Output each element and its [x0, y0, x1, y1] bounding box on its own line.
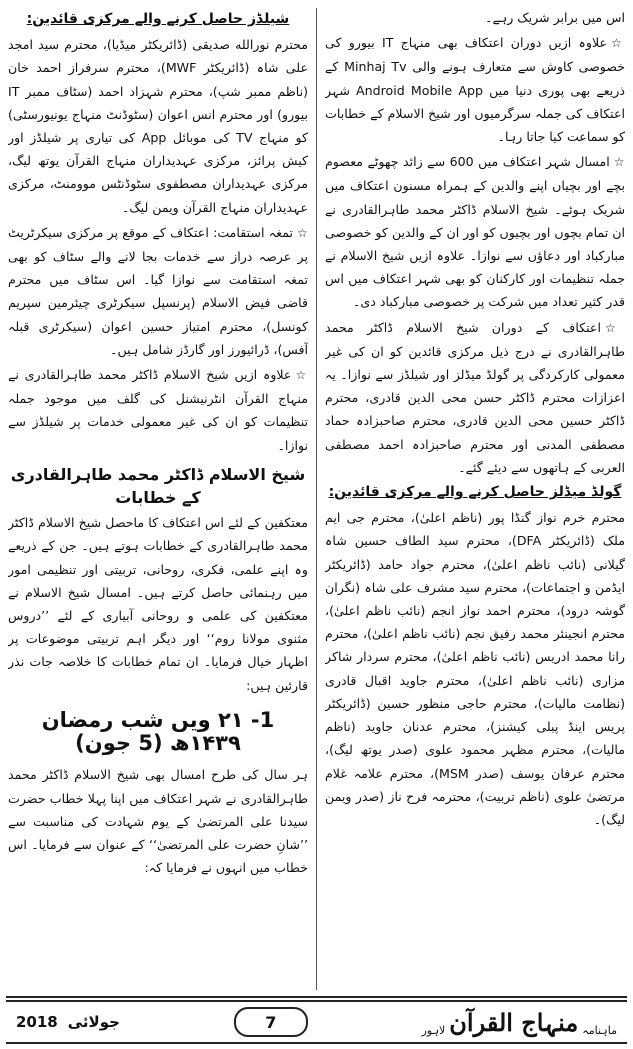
right-column: [325, 6, 625, 991]
page-footer: [6, 1000, 627, 1044]
logo-city: لاہور: [421, 1023, 446, 1037]
logo-title: منہاج القرآن: [449, 1007, 579, 1037]
section-heading: شیخ الاسلام ڈاکٹر محمد طاہرالقادری کے خطابات: [10, 464, 306, 508]
paragraph: اس میں برابر شریک رہے۔: [485, 10, 625, 25]
lecture-heading: 1- ۲۱ ویں شب رمضان ۱۴۳۹ھ (5 جون): [41, 707, 275, 756]
paragraph: محترم نورالله صدیقی (ڈائریکٹر میڈیا)، محترم سید امجد علی شاہ (ڈائریکٹر MWF)، محترم سرفراز احمد خان (ناظم ممبر شپ)، محترم شہزاد احمد (سٹاف ممبر IT بیورو) اور محترم انس اعوان (سٹوڈنٹ منہاج یونیورسٹی) کو منہاج TV کی موبائل App کی تیاری پر شیلڈز اور کیش پرائز، مرکزی عہدیداران منہاج القرآن یوتھ لیگ، مرکزی عہدیداران مصطفوی سٹوڈنٹس موومنٹ، مرکزی عہدیداران منہاج القرآن ویمن لیگ۔: [8, 37, 308, 215]
magazine-logo: [422, 1008, 617, 1037]
issue-month: جولائی: [67, 1013, 120, 1031]
star-icon: ☆: [613, 155, 625, 170]
star-icon: ☆: [295, 368, 308, 383]
paragraph: ☆اعتکاف کے دوران شیخ الاسلام ڈاکٹر محمد طاہرالقادری نے درج ذیل مرکزی قائدین کو ان کی غیر معمولی کارکردگی پر گولڈ میڈلز اور شیلڈز سے نوازا۔ یہ اعزازات محترم ڈاکٹر حسن محی الدین قادری، محترم ڈاکٹر حسین محی الدین قادری، محترم صاحبزادہ حماد مصطفی المدنی اور محترم صاحبزادہ احمد مصطفی العربی کے ہاتھوں سے دیئے گئے۔: [325, 319, 625, 475]
logo-monthly: ماہنامہ: [582, 1023, 617, 1037]
paragraph: محترم خرم نواز گنڈا پور (ناظم اعلیٰ)، محترم جی ایم ملک (ڈائریکٹر DFA)، محترم سید الطاف حسین شاہ گیلانی (نائب ناظم اعلیٰ)، محترم جواد حامد (ڈائریکٹر ایڈمن و اجتماعات)، محترم سید مشرف علی شاہ (نگران گوشہ درود)، محترم احمد نواز انجم (نائب ناظم اعلیٰ)، محترم انجینئر محمد رفیق نجم (نائب ناظم اعلیٰ)، محترم رانا محمد ادریس (نائب ناظم اعلیٰ)، محترم سردار شاکر مزاری (نائب ناظم اعلیٰ)، محترم جاوید اقبال قادری (نظامت مالیات)، محترم حاجی منظور حسین (ڈائریکٹر پریس اینڈ پبلی کیشنز)، محترم عدنان جاوید (ناظم مالیات)، محترم مظہر محمود علوی (صدر یوتھ لیگ)، محترم عرفان یوسف (صدر MSM)، محترم علامہ غلام مرتضیٰ علوی (ناظم تربیت)، محترمہ فرح ناز (صدر ویمن لیگ)۔: [325, 510, 625, 827]
paragraph: ☆تمغہ استقامت: اعتکاف کے موقع پر مرکزی سیکرٹریٹ پر عرصہ دراز سے خدمات بجا لانے والے سٹاف کو بھی تمغہ استقامت سے نوازا گیا۔ اس سٹاف میں محترم قاضی فیض الاسلام (پرنسپل سیکرٹری چیئرمین سپریم کونسل)، محترم امتیاز حسین اعوان (سیکرٹری قبلہ آفس)، ڈرائیورز اور گارڈز شامل ہیں۔: [8, 224, 308, 357]
paragraph: ☆علاوہ ازیں دوران اعتکاف بھی منہاج IT بیورو کی خصوصی کاوش سے متعارف ہونے والی Minhaj Tv کے ذریعے بھی پوری دنیا میں Android Mobile App شہر اعتکاف کی جملہ سرگرمیوں اور شیخ الاسلام کے خطابات کو سماعت کیا جاتا رہا۔: [325, 35, 625, 145]
column-divider: [316, 8, 317, 990]
issue-year: 2018: [16, 1013, 58, 1031]
star-icon: ☆: [610, 36, 625, 51]
shields-heading: شیلڈز حاصل کرنے والے مرکزی قائدین:: [26, 11, 290, 27]
issue-date: [16, 1013, 120, 1031]
footer-rule: [6, 996, 627, 998]
paragraph: ☆امسال شہر اعتکاف میں 600 سے زائد چھوٹے معصوم بچے اور بچیاں اپنے والدین کے ہمراہ مسنون اعتکاف میں شریک ہوئے۔ شیخ الاسلام ڈاکٹر محمد طاہرالقادری نے ان تمام بچوں اور بچیوں کو اور ان کے والدین کو خصوصی مبارکباد اور دعاؤں سے نوازا۔ علاوہ ازیں شیخ الاسلام نے جملہ تنظیمات اور کارکنان کو بھی شہر اعتکاف میں اس قدر کثیر تعداد میں شرکت پر خصوصی مبارکباد دی۔: [325, 154, 625, 310]
star-icon: ☆: [296, 225, 308, 240]
page-number: 7: [234, 1007, 308, 1037]
paragraph: ☆علاوہ ازیں شیخ الاسلام ڈاکٹر محمد طاہرالقادری نے منہاج القرآن انٹرنیشنل کی گلف میں موجود جملہ تنظیمات کو ان کی غیر معمولی خدمات پر شیلڈز سے نوازا۔: [8, 367, 308, 453]
gold-medals-heading: گولڈ میڈلز حاصل کرنے والے مرکزی قائدین:: [328, 484, 622, 501]
paragraph: معتکفین کے لئے اس اعتکاف کا ماحصل شیخ الاسلام ڈاکٹر محمد طاہرالقادری کے خطابات ہوتے ہیں۔ جن کے ذریعے وہ اپنے علمی، فکری، روحانی، تربیتی اور تنظیمی امور میں رہنمائی حاصل کرتے ہیں۔ امسال شیخ الاسلام نے معتکفین کی علمی و روحانی آبیاری کے لئے ’’دروس مثنوی مولانا روم‘‘ اور دیگر اہم تربیتی موضوعات پر اظہار خیال فرمایا۔ ان تمام خطابات کا خلاصہ جات نذر قارئین ہیں:: [8, 515, 308, 693]
paragraph: ہر سال کی طرح امسال بھی شیخ الاسلام ڈاکٹر محمد طاہرالقادری نے شہر اعتکاف میں اپنا پہلا خطاب حضرت سیدنا علی المرتضیٰ کے یوم شہادت کی مناسبت سے ’’شانِ حضرت علی المرتضیٰ‘‘ کے عنوان سے فرمایا۔ اس خطاب میں انہوں نے فرمایا کہ:: [8, 767, 308, 876]
left-column: [8, 6, 308, 991]
star-icon: ☆: [604, 320, 625, 335]
